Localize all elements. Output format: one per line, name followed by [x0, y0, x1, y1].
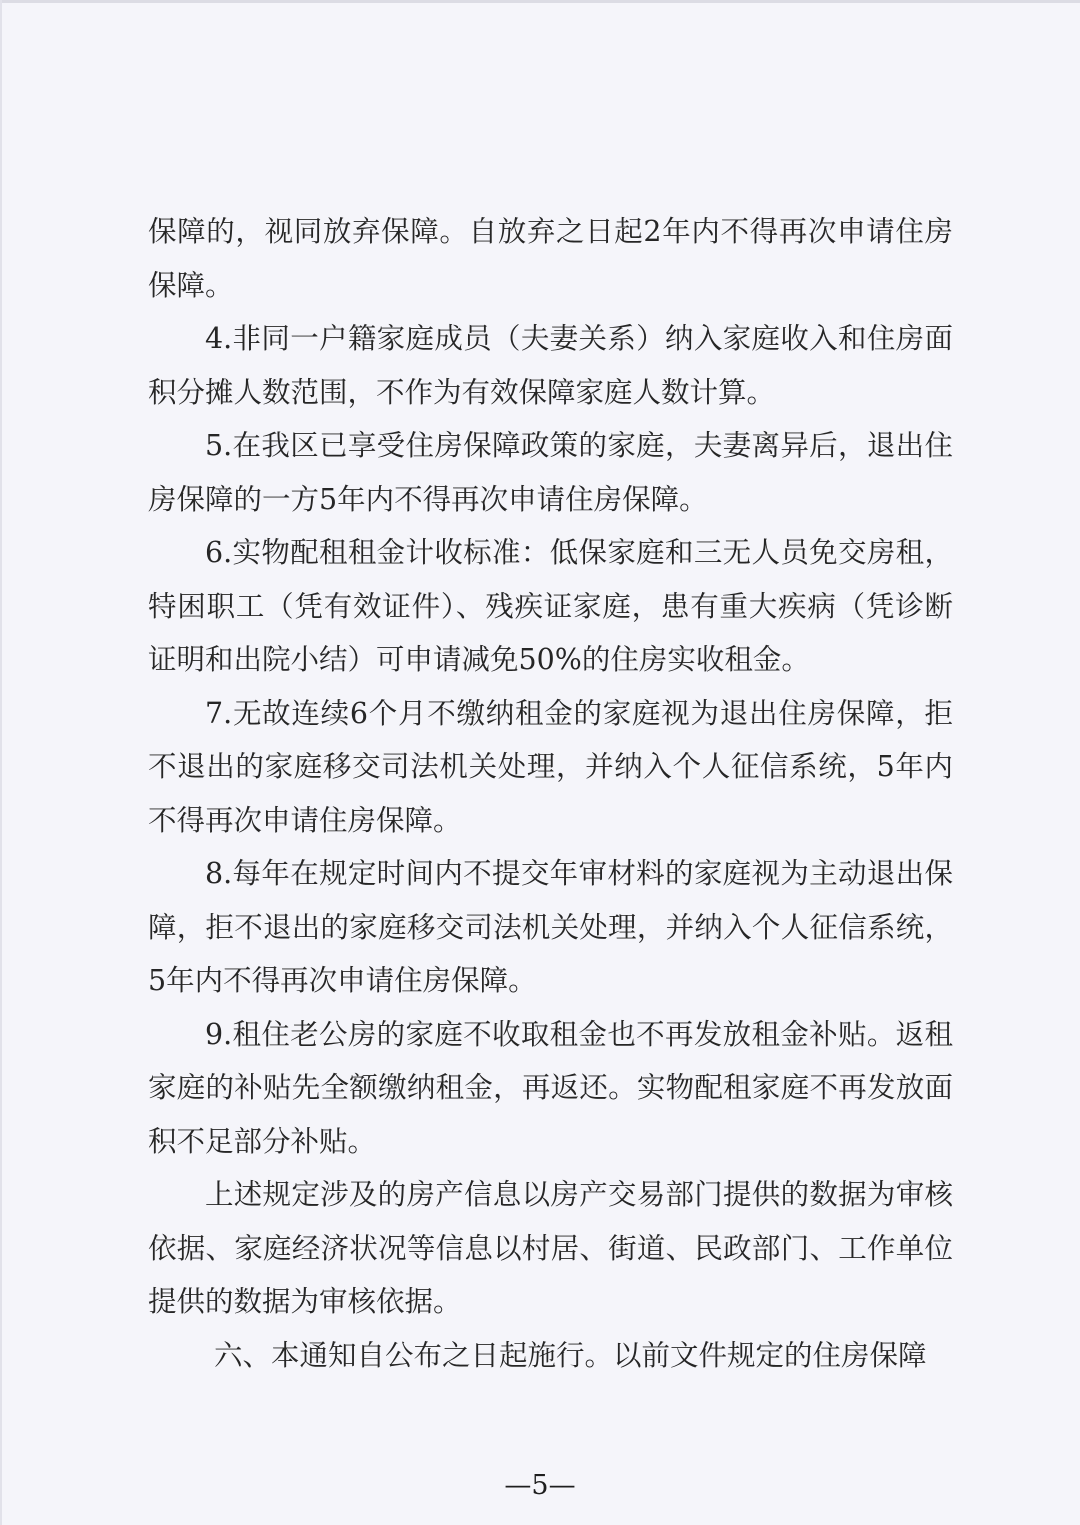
paragraph-item-9: 9.租住老公房的家庭不收取租金也不再发放租金补贴。返租家庭的补贴先全额缴纳租金，再返还。实物配租家庭不再发放面积不足部分补贴。 — [148, 1017, 953, 1158]
paragraph-item-7: 7.无故连续6个月不缴纳租金的家庭视为退出住房保障，拒不退出的家庭移交司法机关处理，并纳入个人征信系统，5年内不得再次申请住房保障。 — [148, 696, 953, 837]
document-body — [148, 205, 953, 1382]
paragraph-item-8: 8.每年在规定时间内不提交年审材料的家庭视为主动退出保障，拒不退出的家庭移交司法机关处理，并纳入个人征信系统，5年内不得再次申请住房保障。 — [148, 857, 953, 997]
paragraph-item-5: 5.在我区已享受住房保障政策的家庭，夫妻离异后，退出住房保障的一方5年内不得再次申请住房保障。 — [148, 429, 953, 516]
paragraph-continuation: 保障的，视同放弃保障。自放弃之日起2年内不得再次申请住房保障。 — [148, 215, 953, 302]
scan-edge-left — [0, 0, 2, 1525]
paragraph-summary: 上述规定涉及的房产信息以房产交易部门提供的数据为审核依据、家庭经济状况等信息以村居、街道、民政部门、工作单位提供的数据为审核依据。 — [148, 1178, 953, 1318]
scan-edge-top — [0, 0, 1080, 3]
paragraph-item-6: 6.实物配租租金计收标准：低保家庭和三无人员免交房租，特困职工（凭有效证件）、残疾证家庭，患有重大疾病（凭诊断证明和出院小结）可申请减免50%的住房实收租金。 — [148, 536, 953, 676]
paragraph-item-4: 4.非同一户籍家庭成员（夫妻关系）纳入家庭收入和住房面积分摊人数范围，不作为有效保障家庭人数计算。 — [148, 322, 953, 409]
page-number: —5— — [504, 1470, 576, 1501]
paragraph-section-6: 六、本通知自公布之日起施行。以前文件规定的住房保障 — [214, 1338, 927, 1372]
